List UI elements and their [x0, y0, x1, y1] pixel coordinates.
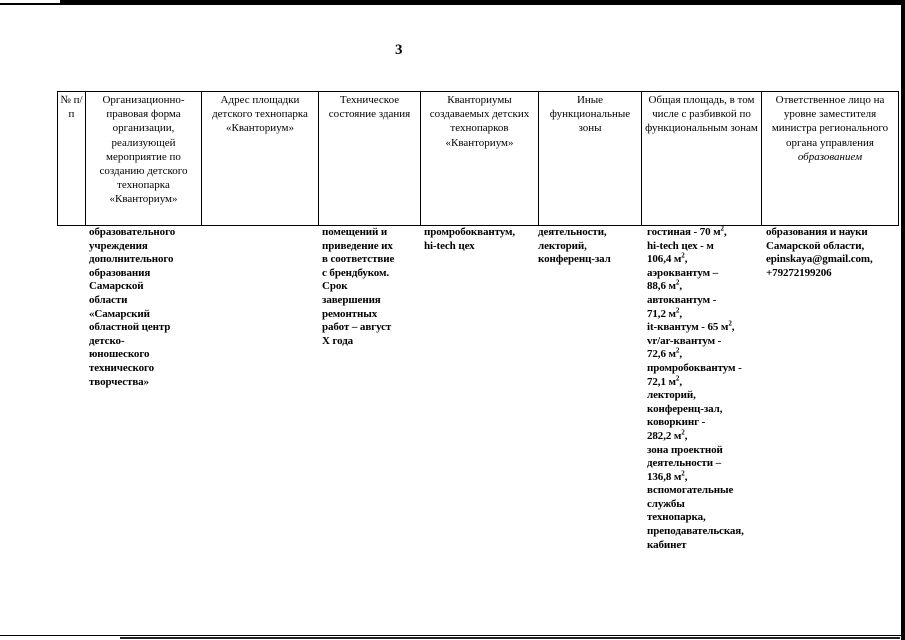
- header-table: [57, 91, 899, 226]
- area-line: автоквантум -: [647, 293, 717, 306]
- scan-top-border: [0, 0, 905, 5]
- area-line: 136,8 $м^2$,: [647, 469, 688, 483]
- area-line: 72,6 $м^2$,: [647, 346, 682, 361]
- header-other-zones: Иные функциональные зоны: [539, 92, 642, 226]
- page-number: 3: [395, 42, 403, 58]
- area-line: зона проектной: [647, 443, 723, 456]
- area-line: промробоквантум -: [647, 361, 742, 374]
- header-total-area: Общая площадь, в том числе с разбивкой по функциональным зонам: [642, 92, 762, 226]
- area-line: 71,2 $м^2$,: [647, 305, 682, 320]
- area-line: технопарка,: [647, 511, 706, 524]
- cell-total-area: [647, 226, 765, 552]
- area-line: преподавательская,: [647, 525, 744, 538]
- header-tech-state: Техническое состояние здания: [319, 92, 421, 226]
- scan-bottom-edge: [120, 637, 900, 639]
- cell-contact: образования и науки Самарской области, epinskaya@gmail.com, +79272199206: [766, 226, 873, 279]
- area-line: вспомогательные: [647, 484, 734, 497]
- header-responsible-text: Ответственное лицо на уровне заместителя министра регионального органа управления: [771, 94, 889, 149]
- area-line: 106,4 $м^2$,: [647, 251, 688, 266]
- area-line: аэроквантум –: [647, 266, 719, 279]
- area-line: конференц-зал,: [647, 402, 723, 415]
- scan-bottom-line: [0, 635, 905, 636]
- cell-other-zones: деятельности, лекторий, конференц-зал: [538, 226, 611, 266]
- header-address: Адрес площадки детского технопарка «Кванториум»: [202, 92, 319, 226]
- area-line: 88,6 $м^2$,: [647, 278, 682, 293]
- area-line: коворкинг -: [647, 416, 706, 429]
- header-responsible: [762, 92, 899, 226]
- header-responsible-italic: образованием: [797, 150, 863, 163]
- cell-tech-state: помещений и приведение их в соответствие с брендбуком. Срок завершения ремонтных работ – август Х года: [322, 226, 395, 347]
- cell-kvantums: промробоквантум, hi-tech цех: [424, 226, 516, 252]
- scan-right-border: [901, 0, 905, 640]
- area-line: кабинет: [647, 538, 687, 551]
- area-line: vr/ar-квантум -: [647, 334, 722, 347]
- area-line: гостиная - 70 $м^2$,: [647, 224, 727, 238]
- area-line: службы: [647, 497, 685, 510]
- area-line: лекторий,: [647, 389, 696, 402]
- header-number: № п/п: [58, 92, 86, 226]
- cell-org: образовательного учреждения дополнительного образования Самарской области «Самарский областной центр детско- юношеского технического творчества»: [89, 226, 176, 388]
- area-line: деятельности –: [647, 457, 721, 470]
- header-org-form: Организационно-правовая форма организации, реализующей мероприятие по созданию детского технопарка «Кванториум»: [86, 92, 202, 226]
- header-row: [58, 92, 899, 226]
- header-kvantums: Кванториумы создаваемых детских технопарков «Кванториум»: [421, 92, 539, 226]
- area-line: 72,1 $м^2$,: [647, 373, 682, 388]
- area-line: 282,2 $м^2$,: [647, 428, 688, 442]
- area-line: it-квантум - 65 $м^2$,: [647, 319, 735, 334]
- area-line: hi-tech цех - м: [647, 239, 714, 252]
